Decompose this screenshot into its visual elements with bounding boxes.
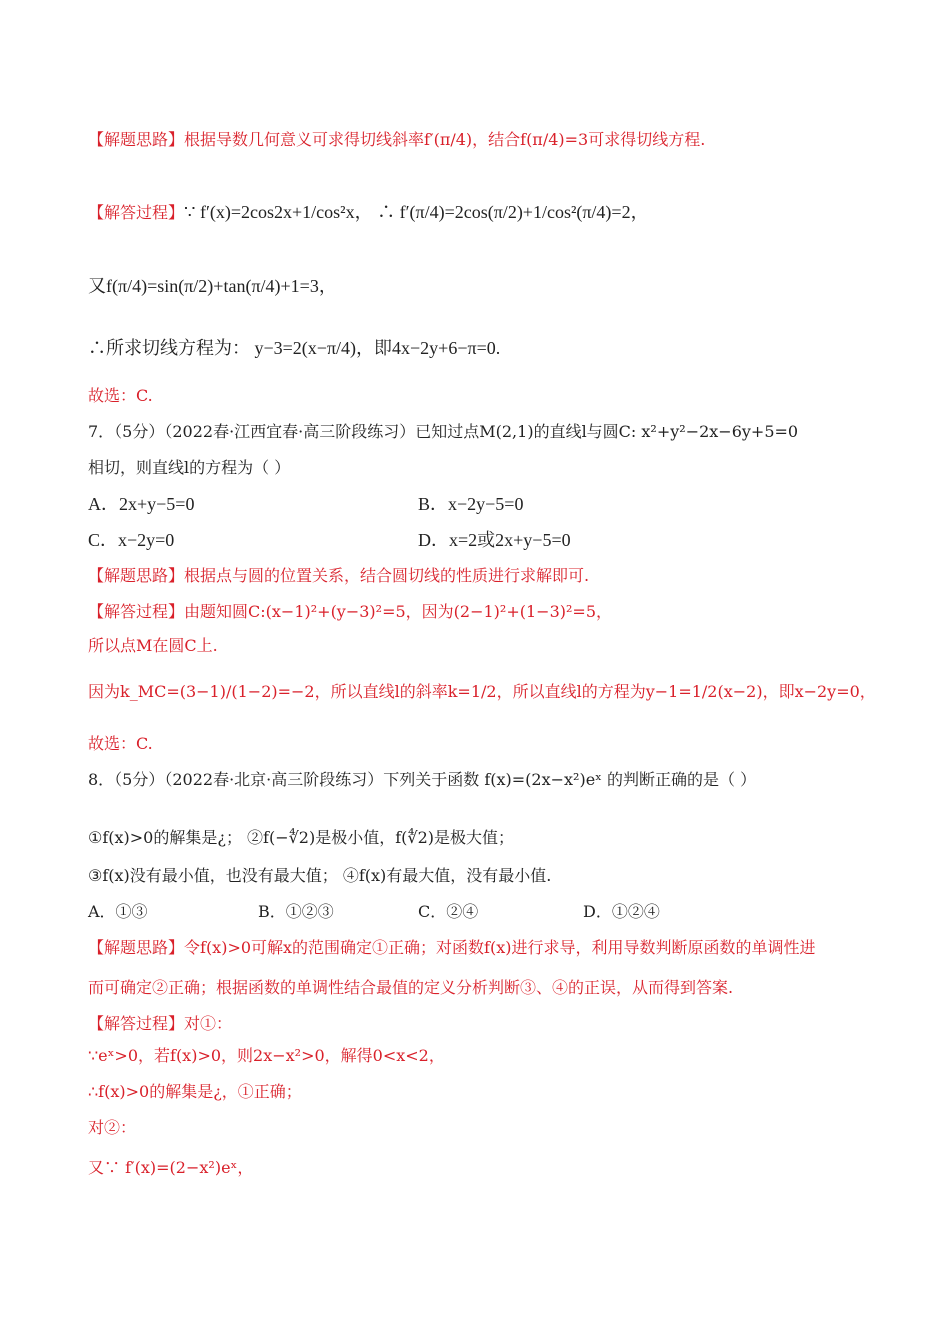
q8-process-head-text: 对①： (184, 1014, 233, 1033)
q6-answer: 故选：C. (88, 386, 153, 405)
q7-options-ab (88, 492, 878, 516)
q6-hint-text: 根据导数几何意义可求得切线斜率f′(π/4)，结合f(π/4)=3可求得切线方程. (184, 130, 706, 149)
q7-option-a: A．2x+y−5=0 (88, 494, 195, 514)
q8-stem: 8．（5分）（2022春·北京·高三阶段练习）下列关于函数 f(x)=(2x−x²)eˣ 的判断正确的是（ ） (88, 770, 757, 789)
q7-option-c: C．x−2y=0 (88, 530, 175, 550)
q8-option-b: B．①②③ (258, 902, 334, 921)
q8-hint-1 (88, 936, 878, 960)
q8-process-1: ∵eˣ>0，若f(x)>0，则2x−x²>0，解得0<x<2， (88, 1046, 445, 1065)
q7-stem-2: 相切，则直线l的方程为（ ） (88, 458, 291, 477)
q7-process-1 (88, 600, 878, 624)
q8-options (88, 900, 878, 924)
q6-process-1 (88, 200, 878, 225)
q6-hint (88, 128, 878, 152)
q7-options-cd (88, 528, 878, 552)
q7-option-d: D．x=2或2x+y−5=0 (418, 530, 571, 550)
q7-hint-label: 【解题思路】 (88, 566, 185, 585)
q6-hint-label: 【解题思路】 (88, 130, 185, 149)
q6-process-label: 【解答过程】 (88, 203, 185, 222)
q8-hint-text-1: 令f(x)>0可解x的范围确定①正确；对函数f(x)进行求导，利用导数判断原函数的单调性进 (184, 938, 816, 957)
q8-option-c: C．②④ (418, 902, 479, 921)
q8-hint-2: 而可确定②正确；根据函数的单调性结合最值的定义分析判断③、④的正误，从而得到答案. (88, 978, 734, 997)
q7-option-b: B．x−2y−5=0 (418, 494, 524, 514)
q8-statements-34: ③f(x)没有最小值，也没有最大值； ④f(x)有最大值，没有最小值. (88, 866, 552, 885)
q7-hint-text: 根据点与圆的位置关系，结合圆切线的性质进行求解即可. (184, 566, 590, 585)
q8-process-3: 对②： (88, 1118, 137, 1137)
q8-process-head (88, 1012, 878, 1036)
q6-process-line1: ∵ f′(x)=2cos2x+1/cos²x， ∴ f′(π/4)=2cos(π/2)+1/cos²(π/4)=2， (184, 202, 649, 222)
q6-process-line3: ∴所求切线方程为： y−3=2(x−π/4)，即4x−2y+6−π=0. (88, 338, 501, 358)
q8-process-label: 【解答过程】 (88, 1014, 185, 1033)
q7-answer: 故选：C. (88, 734, 153, 753)
q7-hint (88, 564, 878, 588)
q8-process-2: ∴f(x)>0的解集是¿，①正确； (88, 1082, 302, 1101)
q7-process-2: 所以点M在圆C上. (88, 636, 218, 655)
q8-option-d: D．①②④ (583, 902, 660, 921)
q8-statements-12: ①f(x)>0的解集是¿； ②f(−∜2)是极小值，f(∜2)是极大值； (88, 828, 514, 847)
q7-process-label: 【解答过程】 (88, 602, 185, 621)
q7-stem-1: 7．（5分）（2022春·江西宜春·高三阶段练习）已知过点M(2,1)的直线l与圆C: x²+y²−2x−6y+5=0 (88, 422, 799, 441)
q7-process-line1: 由题知圆C:(x−1)²+(y−3)²=5，因为(2−1)²+(1−3)²=5， (184, 602, 612, 621)
q6-process-line2: 又f(π/4)=sin(π/2)+tan(π/4)+1=3， (88, 276, 337, 296)
q8-process-4: 又∵ f′(x)=(2−x²)eˣ， (88, 1158, 254, 1177)
q6-process-2 (88, 274, 878, 299)
q8-hint-label: 【解题思路】 (88, 938, 185, 957)
q6-process-3 (88, 336, 878, 361)
q8-option-a: A．①③ (88, 902, 148, 921)
q7-process-3: 因为k_MC=(3−1)/(1−2)=−2，所以直线l的斜率k=1/2，所以直线l的方程为y−1=1/2(x−2)，即x−2y=0， (88, 682, 876, 701)
